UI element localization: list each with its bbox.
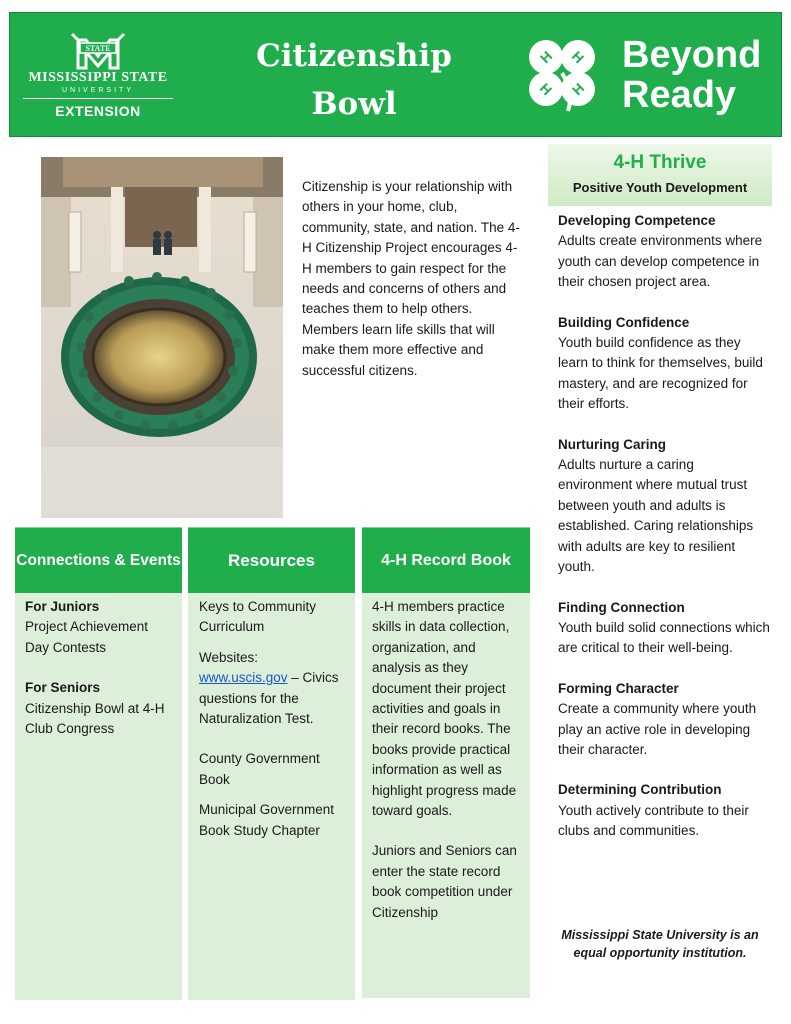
msu-name: MISSISSIPPI STATE bbox=[28, 70, 168, 85]
rotunda-photo bbox=[41, 157, 283, 518]
thrive-header bbox=[548, 144, 772, 206]
resource-item: County Government Book bbox=[199, 751, 320, 787]
seniors-text: Citizenship Bowl at 4-H Club Congress bbox=[25, 700, 165, 737]
thrive-item-heading: Finding Connection bbox=[558, 599, 685, 615]
equal-opportunity-statement: Mississippi State University is an equal opportunity institution. bbox=[561, 928, 759, 960]
juniors-text: Project Achievement Day Contests bbox=[25, 619, 149, 655]
clover-letter-3: H bbox=[536, 79, 556, 99]
spacer bbox=[372, 821, 522, 841]
thrive-item-heading: Building Confidence bbox=[558, 314, 690, 330]
spacer bbox=[199, 729, 347, 749]
tagline-line-1: Beyond bbox=[622, 34, 762, 76]
website-description: – Civics questions for the Naturalization Test. bbox=[199, 670, 339, 727]
connections-header-label: Connections & Events bbox=[16, 552, 181, 569]
thrive-list bbox=[558, 211, 770, 862]
clover-letter-4: H bbox=[568, 79, 588, 99]
spacer bbox=[25, 658, 174, 678]
websites-label: Websites: bbox=[199, 649, 259, 665]
record-book-header-label: 4-H Record Book bbox=[381, 551, 511, 569]
msu-seal-icon bbox=[66, 30, 130, 70]
seniors-label: For Seniors bbox=[25, 680, 101, 696]
thrive-title: 4-H Thrive bbox=[613, 152, 707, 173]
4h-clover-icon bbox=[522, 33, 602, 113]
thrive-item-heading: Determining Contribution bbox=[558, 782, 722, 798]
beyond-ready-tagline bbox=[622, 35, 761, 115]
thrive-item-text: Youth actively contribute to their clubs and communities. bbox=[558, 802, 749, 839]
msu-seal-text: STATE bbox=[85, 44, 111, 53]
thrive-item bbox=[558, 211, 770, 293]
logo-divider bbox=[23, 98, 173, 99]
thrive-item-text: Youth build confidence as they learn to think for themselves, build mastery, and are recognized for their efforts. bbox=[558, 335, 763, 412]
thrive-subtitle: Positive Youth Development bbox=[572, 180, 748, 195]
uscis-link[interactable]: www.uscis.gov bbox=[199, 670, 288, 686]
thrive-item bbox=[558, 679, 770, 761]
website-entry bbox=[199, 668, 347, 729]
page-title bbox=[220, 32, 488, 128]
clover-letter-2: H bbox=[568, 47, 588, 67]
clover-letter-1: H bbox=[536, 47, 556, 67]
thrive-item-heading: Nurturing Caring bbox=[558, 436, 666, 452]
thrive-item-heading: Developing Competence bbox=[558, 213, 716, 228]
msu-extension: EXTENSION bbox=[55, 103, 141, 119]
resources-panel bbox=[188, 593, 355, 1000]
resources-header bbox=[188, 527, 355, 593]
thrive-item bbox=[558, 435, 770, 578]
msu-university: UNIVERSITY bbox=[61, 87, 134, 94]
juniors-label: For Juniors bbox=[25, 599, 100, 614]
thrive-item bbox=[558, 780, 770, 841]
connections-panel bbox=[15, 593, 182, 1000]
resource-item: Keys to Community Curriculum bbox=[199, 599, 317, 635]
tagline-line-2: Ready bbox=[622, 74, 737, 116]
title-line-2: Bowl bbox=[311, 86, 397, 122]
spacer bbox=[199, 638, 347, 648]
connections-header bbox=[15, 527, 182, 593]
spacer bbox=[199, 790, 347, 800]
thrive-item bbox=[558, 313, 770, 415]
thrive-item-text: Adults nurture a caring environment where mutual trust between youth and adults is established. Caring relationships with adults are key to resilient youth. bbox=[558, 457, 754, 575]
title-line-1: Citizenship bbox=[256, 38, 452, 74]
intro-paragraph: Citizenship is your relationship with others in your home, club, community, state, and nation. The 4-H Citizenship Project encourages 4-H members to gain respect for the needs and concerns of others and teaches them to help others. Members learn life skills that will make them more effective and successful citizens. bbox=[302, 179, 520, 378]
thrive-item-heading: Forming Character bbox=[558, 680, 679, 696]
thrive-item-text: Youth build solid connections which are critical to their well-being. bbox=[558, 619, 770, 656]
record-book-paragraph-2: Juniors and Seniors can enter the state record book competition under Citizenship bbox=[372, 843, 517, 920]
record-book-paragraph-1: 4-H members practice skills in data collection, organization, and analysis as they document their project activities and goals in their record books. The books provide practical information as well as highlight progress made toward goals. bbox=[372, 599, 517, 819]
thrive-item bbox=[558, 598, 770, 659]
thrive-item-text: Create a community where youth play an active role in developing their character. bbox=[558, 701, 757, 757]
msu-extension-logo[interactable] bbox=[18, 30, 178, 130]
resource-item: Municipal Government Book Study Chapter bbox=[199, 802, 335, 838]
thrive-item-text: Adults create environments where youth can develop competence in their chosen project area. bbox=[558, 233, 763, 290]
record-book-panel bbox=[362, 593, 530, 998]
record-book-header bbox=[362, 527, 530, 593]
resources-header-label: Resources bbox=[228, 550, 315, 570]
